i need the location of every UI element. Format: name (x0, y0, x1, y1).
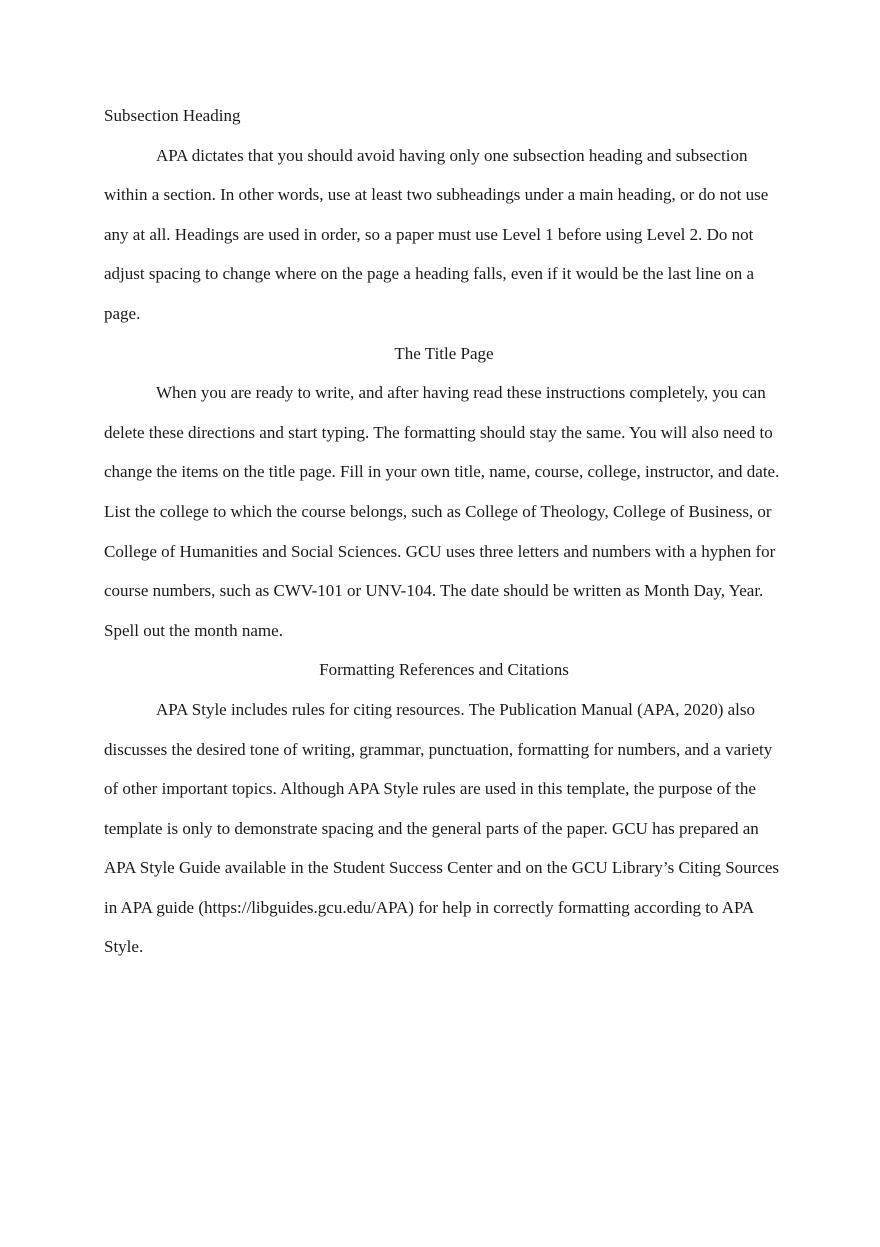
title-page-heading: The Title Page (394, 343, 494, 363)
document-body (104, 96, 784, 967)
subsection-paragraph: APA dictates that you should avoid having only one subsection heading and subsection within a section. In other words, use at least two subheadings under a main heading, or do not use any at all. Headings are used in order, so a paper must use Level 1 before using Level 2. Do not adjust spacing to change where on the page a heading falls, even if it would be the last line on a page. (104, 145, 769, 323)
references-heading: Formatting References and Citations (319, 660, 569, 680)
title-page-paragraph: When you are ready to write, and after having read these instructions completely, you can delete these directions and start typing. The formatting should stay the same. You will also need to change the items on the title page. Fill in your own title, name, course, college, instructor, and date. List the college to which the course belongs, such as College of Theology, College of Business, or College of Humanities and Social Sciences. GCU uses three letters and numbers with a hyphen for course numbers, such as CWV-101 or UNV-104. The date should be written as Month Day, Year. Spell out the month name. (104, 383, 780, 640)
subsection-heading: Subsection Heading (104, 106, 241, 125)
references-paragraph: APA Style includes rules for citing resources. The Publication Manual (APA, 2020) also discusses the desired tone of writing, grammar, punctuation, formatting for numbers, and a variety of other important topics. Although APA Style rules are used in this template, the purpose of the template is only to demonstrate spacing and the general parts of the paper. GCU has prepared an APA Style Guide available in the Student Success Center and on the GCU Library’s Citing Sources in APA guide (https://libguides.gcu.edu/APA) for help in correctly formatting according to APA Style. (104, 699, 780, 957)
